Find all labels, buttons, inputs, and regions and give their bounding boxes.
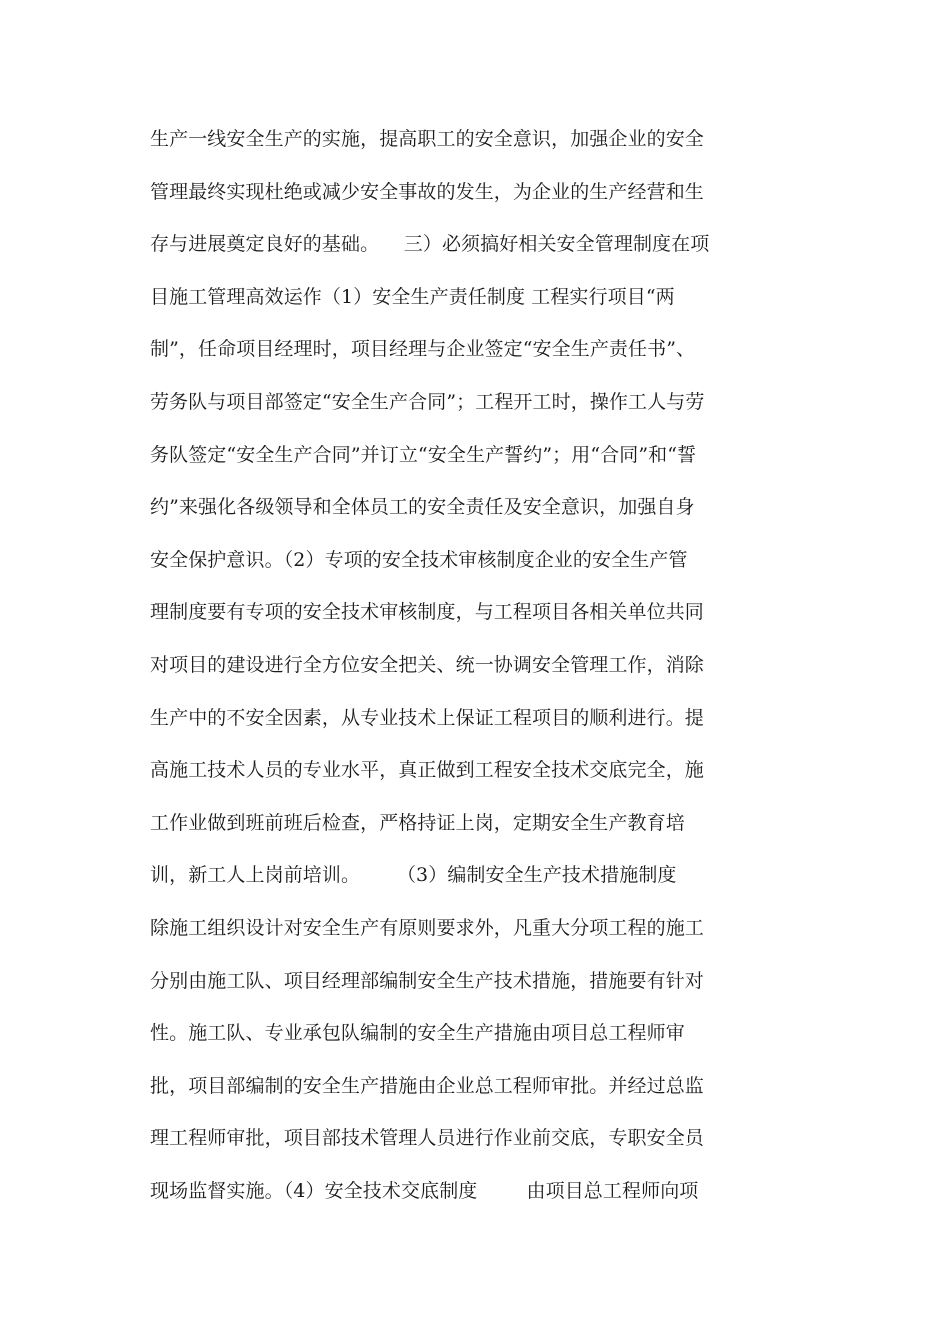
- text-line: 安全保护意识。（2）专项的安全技术审核制度企业的安全生产管: [150, 548, 688, 571]
- text-line: 目施工管理高效运作（1）安全生产责任制度 工程实行项目“两: [150, 285, 675, 308]
- text-line: 性。施工队、专业承包队编制的安全生产措施由项目总工程师审: [150, 1022, 685, 1045]
- text-line: 高施工技术人员的专业水平，真正做到工程安全技术交底完全，施: [150, 759, 704, 782]
- text-line: 除施工组织设计对安全生产有原则要求外，凡重大分项工程的施工: [150, 916, 704, 939]
- text-line: 管理最终实现杜绝或减少安全事故的发生，为企业的生产经营和生: [150, 180, 704, 203]
- text-line: 约”来强化各级领导和全体员工的安全责任及安全意识，加强自身: [150, 496, 695, 519]
- text-line: 劳务队与项目部签定“安全生产合同”；工程开工时，操作工人与劳: [150, 390, 705, 413]
- text-line: 对项目的建设进行全方位安全把关、统一协调安全管理工作，消除: [150, 653, 704, 676]
- text-line: 务队签定“安全生产合同”并订立“安全生产誓约”；用“合同”和“誓: [150, 443, 697, 466]
- text-line: 生产中的不安全因素，从专业技术上保证工程项目的顺利进行。提: [150, 706, 704, 729]
- text-line: 分别由施工队、项目经理部编制安全生产技术措施，措施要有针对: [150, 969, 704, 992]
- text-line: 理制度要有专项的安全技术审核制度，与工程项目各相关单位共同: [150, 601, 704, 624]
- text-line: 理工程师审批，项目部技术管理人员进行作业前交底，专职安全员: [150, 1127, 704, 1150]
- text-line: 训，新工人上岗前培训。 （3）编制安全生产技术措施制度: [150, 864, 677, 887]
- text-line: 工作业做到班前班后检查，严格持证上岗，定期安全生产教育培: [150, 811, 685, 834]
- text-line: 生产一线安全生产的实施，提高职工的安全意识，加强企业的安全: [150, 128, 704, 150]
- body-text: [150, 113, 810, 1217]
- text-line: 批，项目部编制的安全生产措施由企业总工程师审批。并经过总监: [150, 1074, 704, 1097]
- text-line: 现场监督实施。（4）安全技术交底制度 由项目总工程师向项: [150, 1179, 699, 1202]
- text-line: 制”，任命项目经理时，项目经理与企业签定“安全生产责任书”、: [150, 338, 696, 361]
- text-line: 存与进展奠定良好的基础。 三）必须搞好相关安全管理制度在项: [150, 233, 710, 256]
